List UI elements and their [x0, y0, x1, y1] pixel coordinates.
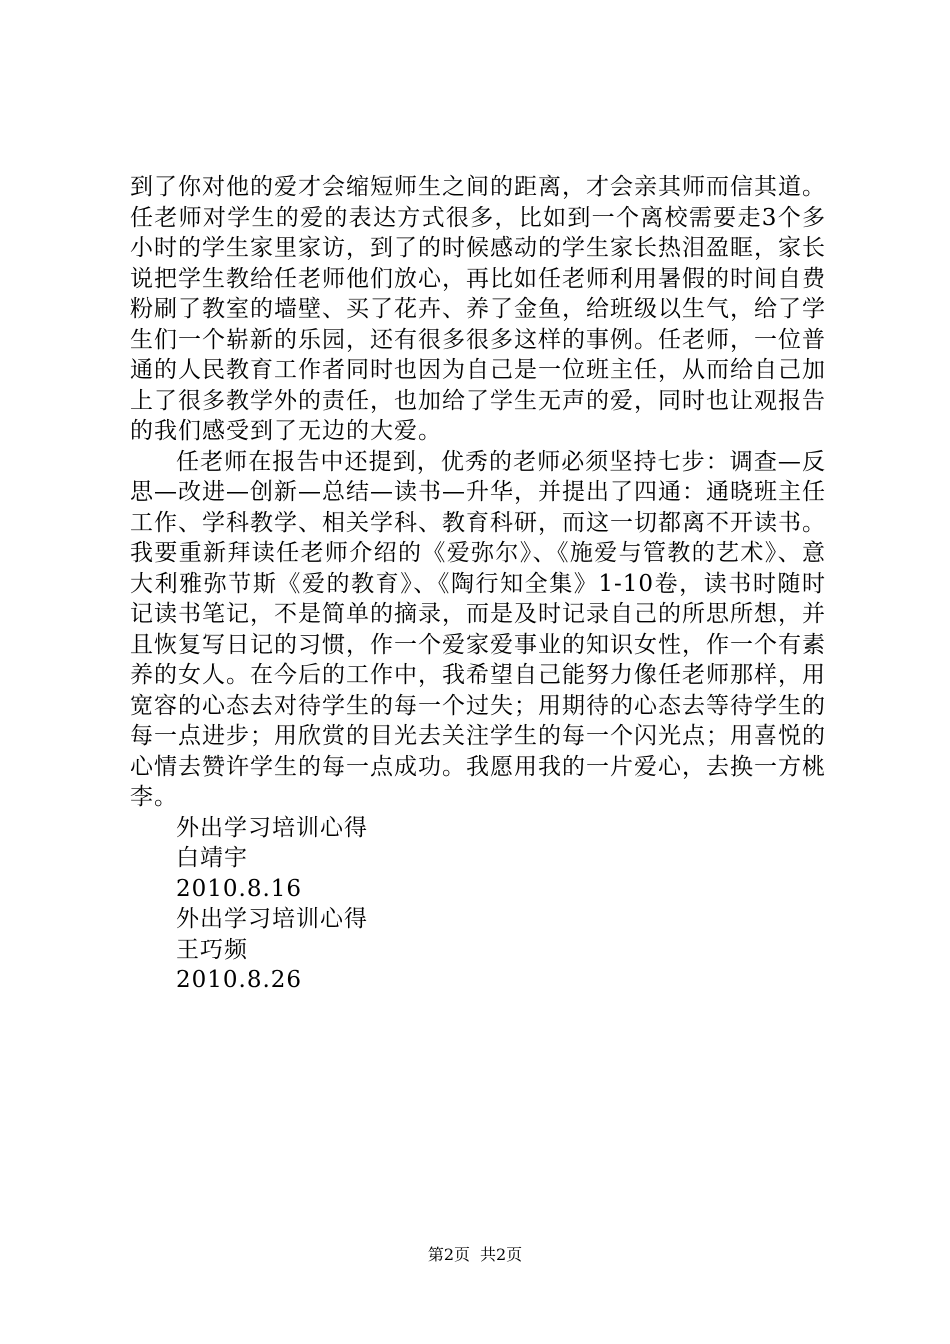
signature-author: 白靖宇: [176, 845, 248, 871]
document-body: [130, 172, 826, 996]
paragraph: 任老师在报告中还提到，优秀的老师必须坚持七步：调查—反思—改进—创新—总结—读书—升华，并提出了四通：通晓班主任工作、学科教学、相关学科、教育科研，而这一切都离不开读书。我要重新拜读任老师介绍的《爱弥尔》、《施爱与管教的艺术》、意大利雅弥节斯《爱的教育》、《陶行知全集》1-10卷，读书时随时记读书笔记，不是简单的摘录，而是及时记录自己的所思所想，并且恢复写日记的习惯，作一个爱家爱事业的知识女性，作一个有素养的女人。在今后的工作中，我希望自己能努力像任老师那样，用宽容的心态去对待学生的每一个过失；用期待的心态去等待学生的每一点进步；用欣赏的目光去关注学生的每一个闪光点；用喜悦的心情去赞许学生的每一点成功。我愿用我的一片爱心，去换一方桃李。: [130, 448, 826, 810]
paragraph: 到了你对他的爱才会缩短师生之间的距离，才会亲其师而信其道。任老师对学生的爱的表达方式很多，比如到一个离校需要走3个多小时的学生家里家访，到了的时候感动的学生家长热泪盈眶，家长说把学生教给任老师他们放心，再比如任老师利用暑假的时间自费粉刷了教室的墙壁、买了花卉、养了金鱼，给班级以生气，给了学生们一个崭新的乐园，还有很多很多这样的事例。任老师，一位普通的人民教育工作者同时也因为自己是一位班主任，从而给自己加上了很多教学外的责任，也加给了学生无声的爱，同时也让观报告的我们感受到了无边的大爱。: [130, 174, 826, 444]
signature-block: [130, 904, 826, 996]
signature-date: 2010.8.26: [176, 967, 303, 993]
page-number: 第2页: [427, 1245, 470, 1264]
signature-block: [130, 813, 826, 905]
signature-author: 王巧频: [176, 936, 248, 963]
page-footer: [0, 1244, 950, 1266]
page-total: 共2页: [480, 1245, 523, 1264]
signature-date: 2010.8.16: [176, 875, 303, 902]
signature-title: 外出学习培训心得: [176, 814, 368, 841]
signature-title: 外出学习培训心得: [176, 906, 368, 932]
